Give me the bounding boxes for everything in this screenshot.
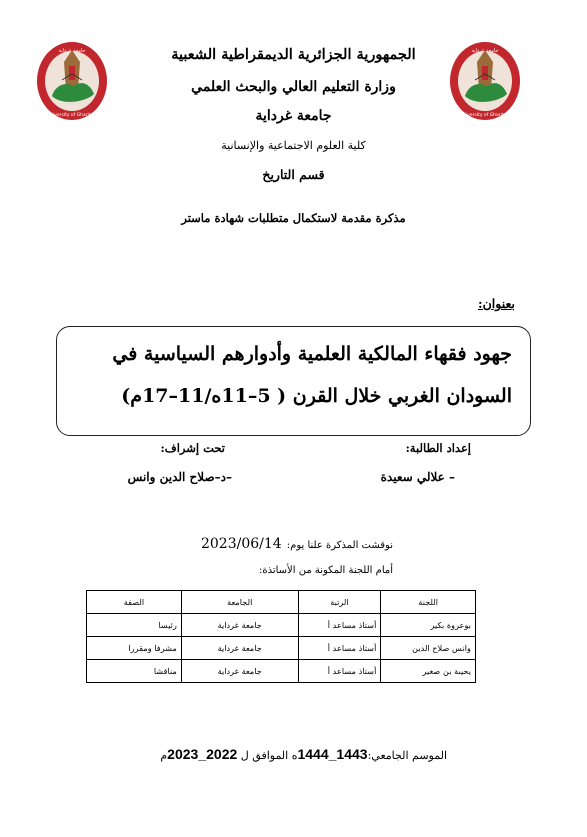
faculty-name: كلية العلوم الاجتماعية والإنسانية [221,139,366,152]
jury-member-rank: أستاذ مساعد أ [298,660,381,683]
jury-member-role: مناقشا [87,660,182,683]
season-prefix: الموسم الجامعي: [367,749,447,762]
jury-col-role: الصفة [87,591,182,614]
thesis-purpose: مذكرة مقدمة لاستكمال متطلبات شهادة ماستر [181,211,406,225]
jury-member-name: بوعروة بكير [381,614,476,637]
jury-member-university: جامعة غرداية [181,614,298,637]
jury-col-rank: الرتبة [298,591,381,614]
table-row [87,660,476,683]
defense-line [201,533,393,552]
defense-label: نوقشت المذكرة علنا يوم: [286,540,393,551]
logo-arabic-left: جامعة غرداية [58,48,86,54]
defense-date: 2023/06/14 [200,536,282,552]
jury-member-role: مشرفا ومقررا [87,637,182,660]
thesis-title-line-1: جهود فقهاء المالكية العلمية وأدوارهم السياسية في [112,343,512,365]
logo-caption-right: University of Ghardaia [459,113,511,118]
jury-member-name: وانس صلاح الدين [381,637,476,660]
university-logo-right [449,40,521,122]
jury-col-committee: اللجنة [381,591,476,614]
university-name: جامعة غرداية [255,108,332,124]
jury-member-university: جامعة غرداية [181,637,298,660]
supervisor-name: –د–صلاح الدين وانس [127,470,232,484]
season-mid: ه الموافق ل [240,749,298,762]
jury-header-row [87,591,476,614]
republic-name: الجمهورية الجزائرية الديمقراطية الشعبية [171,46,416,63]
season-gregorian: 2022_2023 [167,746,238,762]
season-suffix: م [160,749,168,762]
jury-table [86,590,476,683]
title-label: بعنوان: [477,296,515,311]
thesis-title-line-2: السودان الغربي خلال القرن ( 5–11ه/11–17م) [121,385,512,407]
university-logo-left [36,40,108,122]
jury-intro: أمام اللجنة المكونة من الأساتذة: [258,565,393,576]
table-row [87,637,476,660]
department-name: قسم التاريخ [262,167,325,182]
student-label: إعداد الطالبة: [405,441,471,455]
jury-col-university: الجامعة [181,591,298,614]
jury-member-university: جامعة غرداية [181,660,298,683]
supervisor-label: تحت إشراف: [160,441,225,455]
jury-member-name: يحيىة بن صغير [381,660,476,683]
logo-arabic-right: جامعة غرداية [471,48,499,54]
student-name: – علالي سعيدة [380,470,455,484]
jury-member-rank: أستاذ مساعد أ [298,614,381,637]
thesis-title-box [56,326,531,436]
jury-member-role: رئيسا [87,614,182,637]
ministry-name: وزارة التعليم العالي والبحث العلمي [191,79,396,95]
logo-caption-left: University of Ghardaia [46,113,98,118]
season-hijri: 1443_1444 [297,746,368,762]
academic-season [160,746,447,762]
table-row [87,614,476,637]
jury-member-rank: أستاذ مساعد أ [298,637,381,660]
